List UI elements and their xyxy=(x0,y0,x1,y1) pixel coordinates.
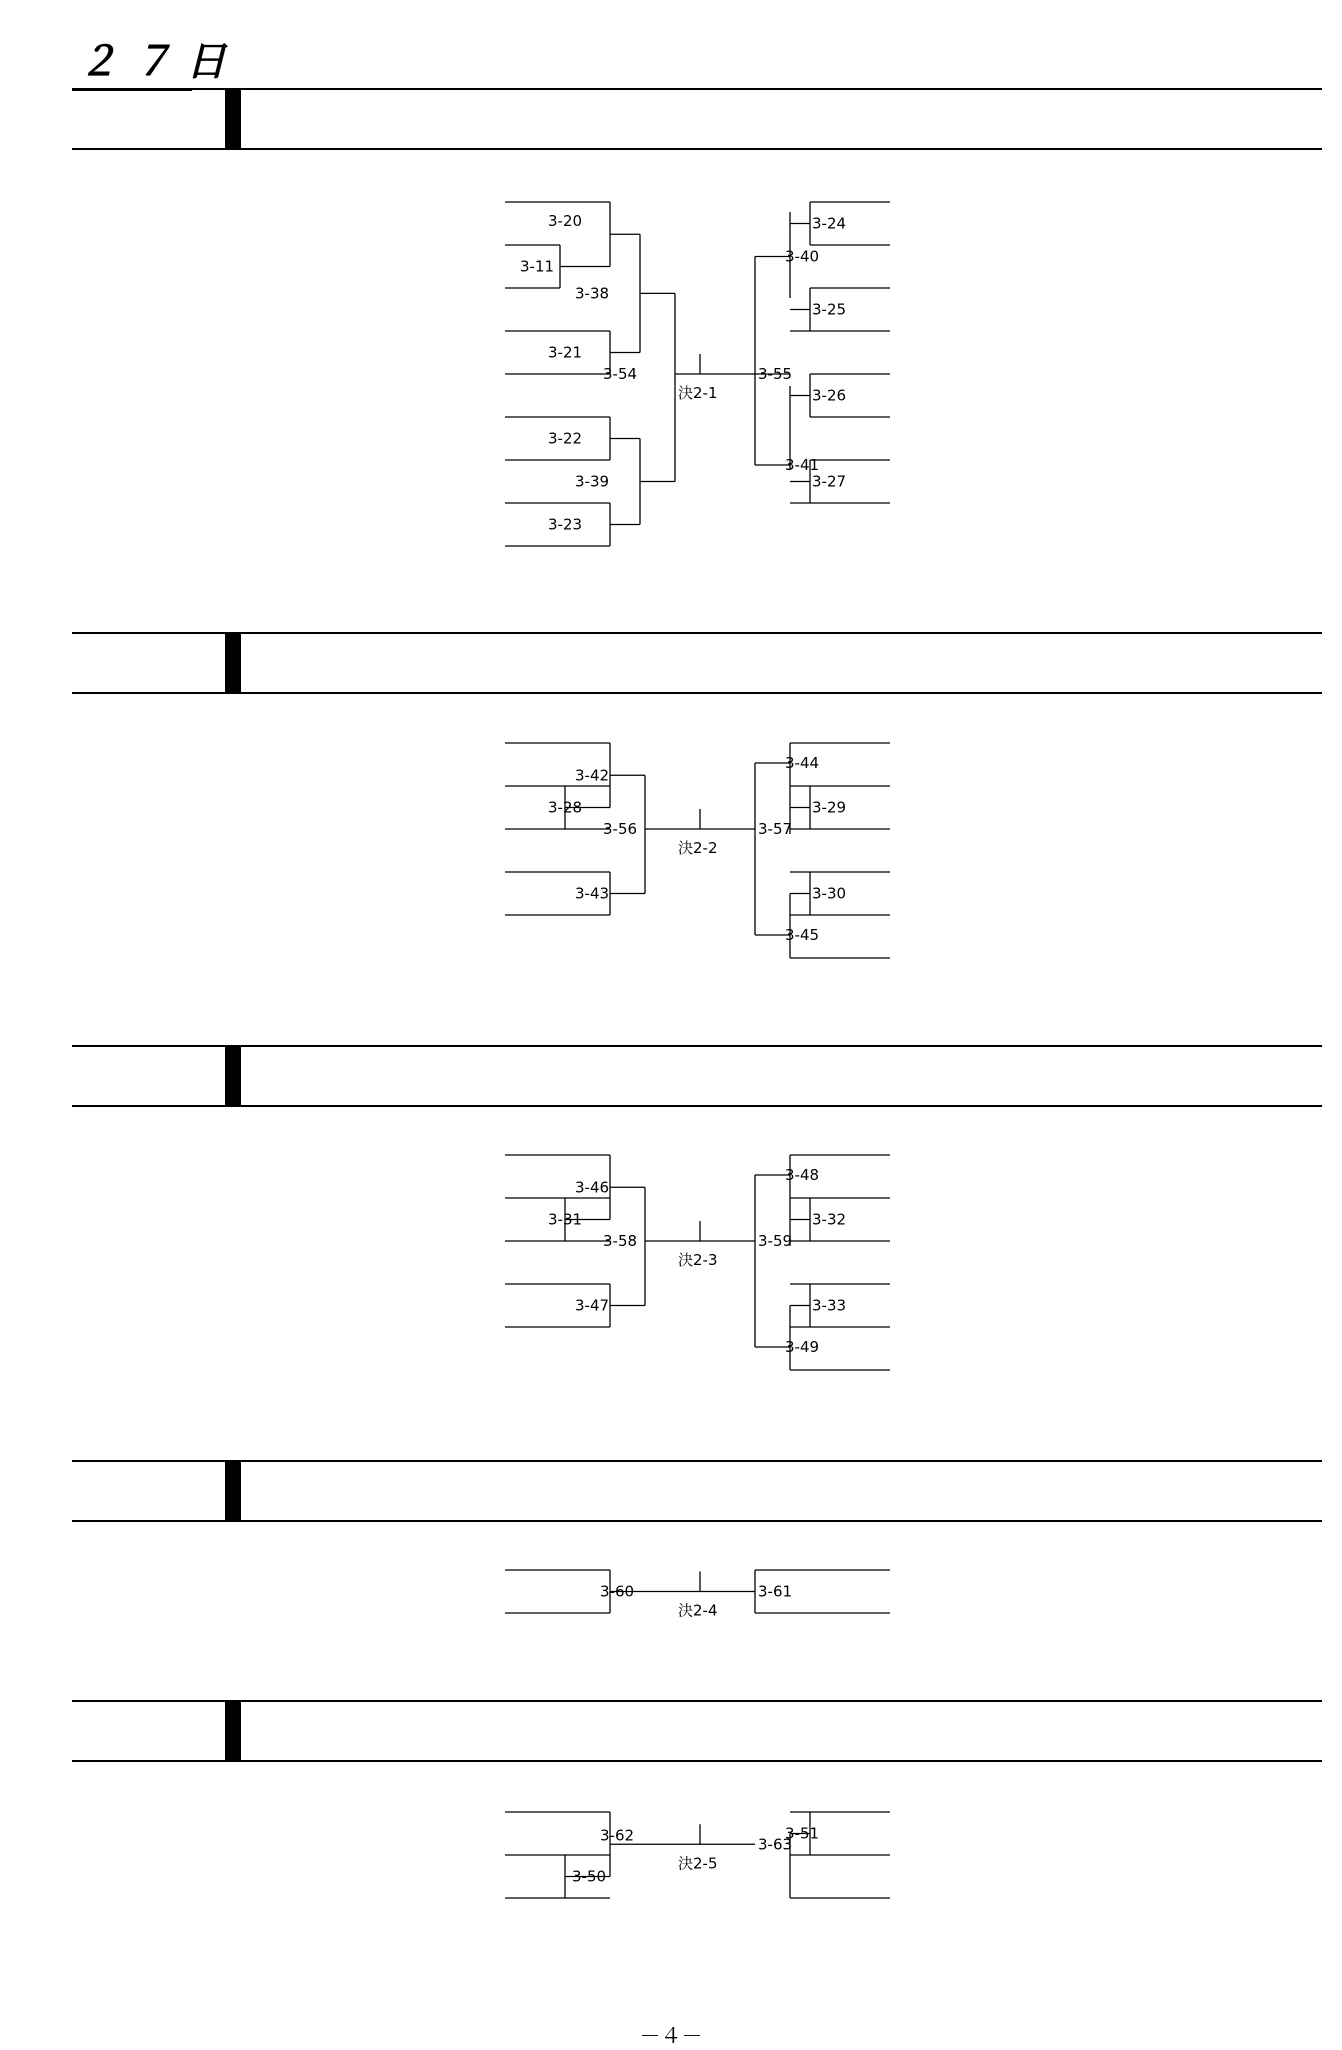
final-2-2: 決2-2 xyxy=(678,839,718,857)
match-3-58: 3-58 xyxy=(603,1232,638,1250)
final-2-1: 決2-1 xyxy=(678,384,718,402)
match-3-30: 3-30 xyxy=(812,884,847,903)
match-3-23: 3-23 xyxy=(548,515,583,534)
match-3-29: 3-29 xyxy=(812,798,847,817)
match-3-57: 3-57 xyxy=(758,820,793,838)
match-3-33: 3-33 xyxy=(812,1296,847,1315)
match-3-20: 3-20 xyxy=(548,212,583,230)
match-3-45: 3-45 xyxy=(785,926,820,944)
match-3-51: 3-51 xyxy=(785,1824,820,1843)
match-3-39: 3-39 xyxy=(575,472,610,491)
match-3-26: 3-26 xyxy=(812,386,847,405)
match-3-60: 3-60 xyxy=(600,1582,635,1601)
match-3-59: 3-59 xyxy=(758,1232,793,1250)
match-3-11: 3-11 xyxy=(520,257,555,276)
final-2-3: 決2-3 xyxy=(678,1251,718,1269)
match-3-46: 3-46 xyxy=(575,1178,610,1197)
match-3-41: 3-41 xyxy=(785,456,820,474)
match-3-25: 3-25 xyxy=(812,300,847,319)
match-3-24: 3-24 xyxy=(812,214,847,233)
match-3-38: 3-38 xyxy=(575,284,610,303)
match-3-61: 3-61 xyxy=(758,1582,793,1601)
match-3-49: 3-49 xyxy=(785,1338,820,1356)
match-3-47: 3-47 xyxy=(575,1296,610,1315)
final-2-4: 決2-4 xyxy=(678,1601,718,1620)
match-3-48: 3-48 xyxy=(785,1166,820,1184)
match-3-62: 3-62 xyxy=(600,1826,635,1845)
match-3-43: 3-43 xyxy=(575,884,610,903)
final-2-5: 決2-5 xyxy=(678,1854,718,1873)
match-3-40: 3-40 xyxy=(785,247,820,266)
match-3-54: 3-54 xyxy=(603,365,638,383)
match-3-44: 3-44 xyxy=(785,754,820,772)
match-3-55: 3-55 xyxy=(758,365,793,383)
page-number: －４－ xyxy=(639,2024,703,2048)
day-title: ２７日 xyxy=(78,39,240,85)
match-3-21: 3-21 xyxy=(548,343,583,362)
match-3-42: 3-42 xyxy=(575,766,610,785)
match-3-22: 3-22 xyxy=(548,429,583,448)
match-3-31: 3-31 xyxy=(548,1210,583,1229)
match-3-28: 3-28 xyxy=(548,798,583,817)
match-3-50: 3-50 xyxy=(572,1867,607,1886)
match-3-32: 3-32 xyxy=(812,1210,847,1229)
match-3-63: 3-63 xyxy=(758,1835,793,1854)
match-3-27: 3-27 xyxy=(812,472,847,491)
match-3-56: 3-56 xyxy=(603,820,638,838)
